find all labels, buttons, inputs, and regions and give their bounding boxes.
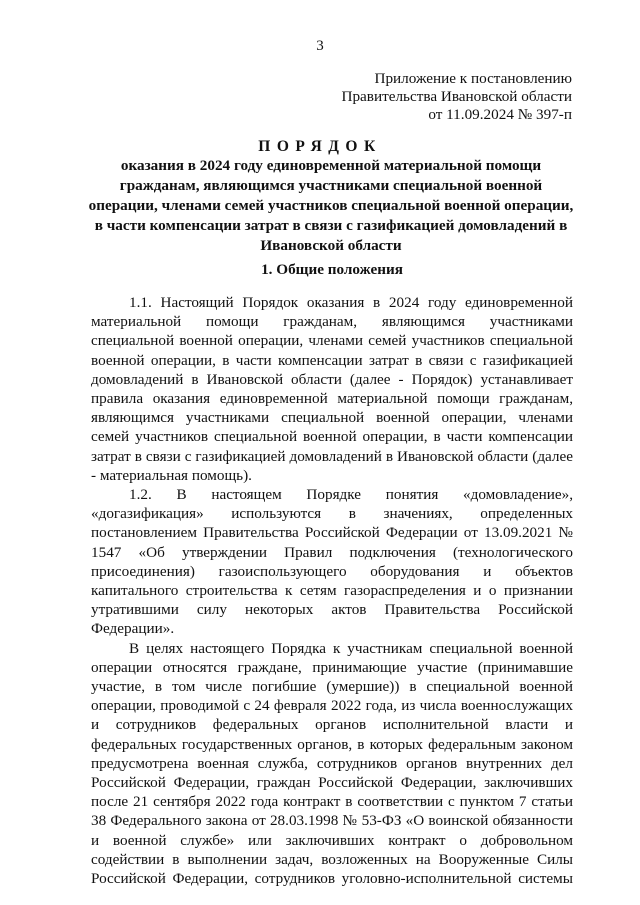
paragraph-1-2: 1.2. В настоящем Порядке понятия «домовладение», «догазификация» используются в значениях, определенных постановлением Правительства Российской Федерации от 13.09.2021 № 1547 «Об утверждении Правил подключения (технологического присоединения) газоиспользующего оборудования и объектов капитального строительства к сетям газораспределения и о признании утратившими силу некоторых актов Правительства Российской Федерации». bbox=[91, 486, 573, 638]
appendix-line-3: от 11.09.2024 № 397-п bbox=[428, 106, 572, 123]
appendix-line-1: Приложение к постановлению bbox=[374, 70, 572, 87]
document-subtitle: оказания в 2024 году единовременной материальной помощи гражданам, являющимся участниками специальной военной операции, членами семей участников специальной военной операции, в части компенсации затрат в связи с газификацией домовладений в Ивановской области bbox=[88, 157, 574, 254]
document-title: ПОРЯДОК bbox=[258, 138, 382, 155]
document-body bbox=[91, 293, 573, 888]
appendix-line-2: Правительства Ивановской области bbox=[341, 88, 572, 105]
page-number: 3 bbox=[316, 38, 324, 54]
paragraph-1-1: 1.1. Настоящий Порядок оказания в 2024 году единовременной материальной помощи гражданам, являющимся участниками специальной военной операции, членами семей участников специальной военной операции, в части компенсации затрат в связи с газификацией домовладений в Ивановской области (далее - Порядок) устанавливает правила оказания единовременной материальной помощи гражданам, являющимся участниками специальной военной операции, членами семей участников специальной военной операции, в части компенсации затрат в связи с газификацией домовладений в Ивановской области (далее - материальная помощь). bbox=[91, 294, 573, 484]
appendix-block bbox=[242, 70, 572, 124]
paragraph-definitions: В целях настоящего Порядка к участникам специальной военной операции относятся граждане, принимающие участие (принимавшие участие, в том числе погибшие (умершие)) в специальной военной операции, проводимой с 24 февраля 2022 года, из числа военнослужащих и сотрудников федеральных органов исполнительной власти и федеральных государственных органов, в которых федеральным законом предусмотрена военная служба, сотрудников органов внутренних дел Российской Федерации, граждан Российской Федерации, заключивших после 21 сентября 2022 года контракт в соответствии с пунктом 7 статьи 38 Федерального закона от 28.03.1998 № 53-ФЗ «О воинской обязанности и военной службе» или заключивших контракт о добровольном содействии в выполнении задач, возложенных на Вооруженные Силы Российской Федерации, сотрудников уголовно-исполнительной системы bbox=[91, 639, 573, 888]
section-heading: 1. Общие положения bbox=[261, 261, 403, 278]
